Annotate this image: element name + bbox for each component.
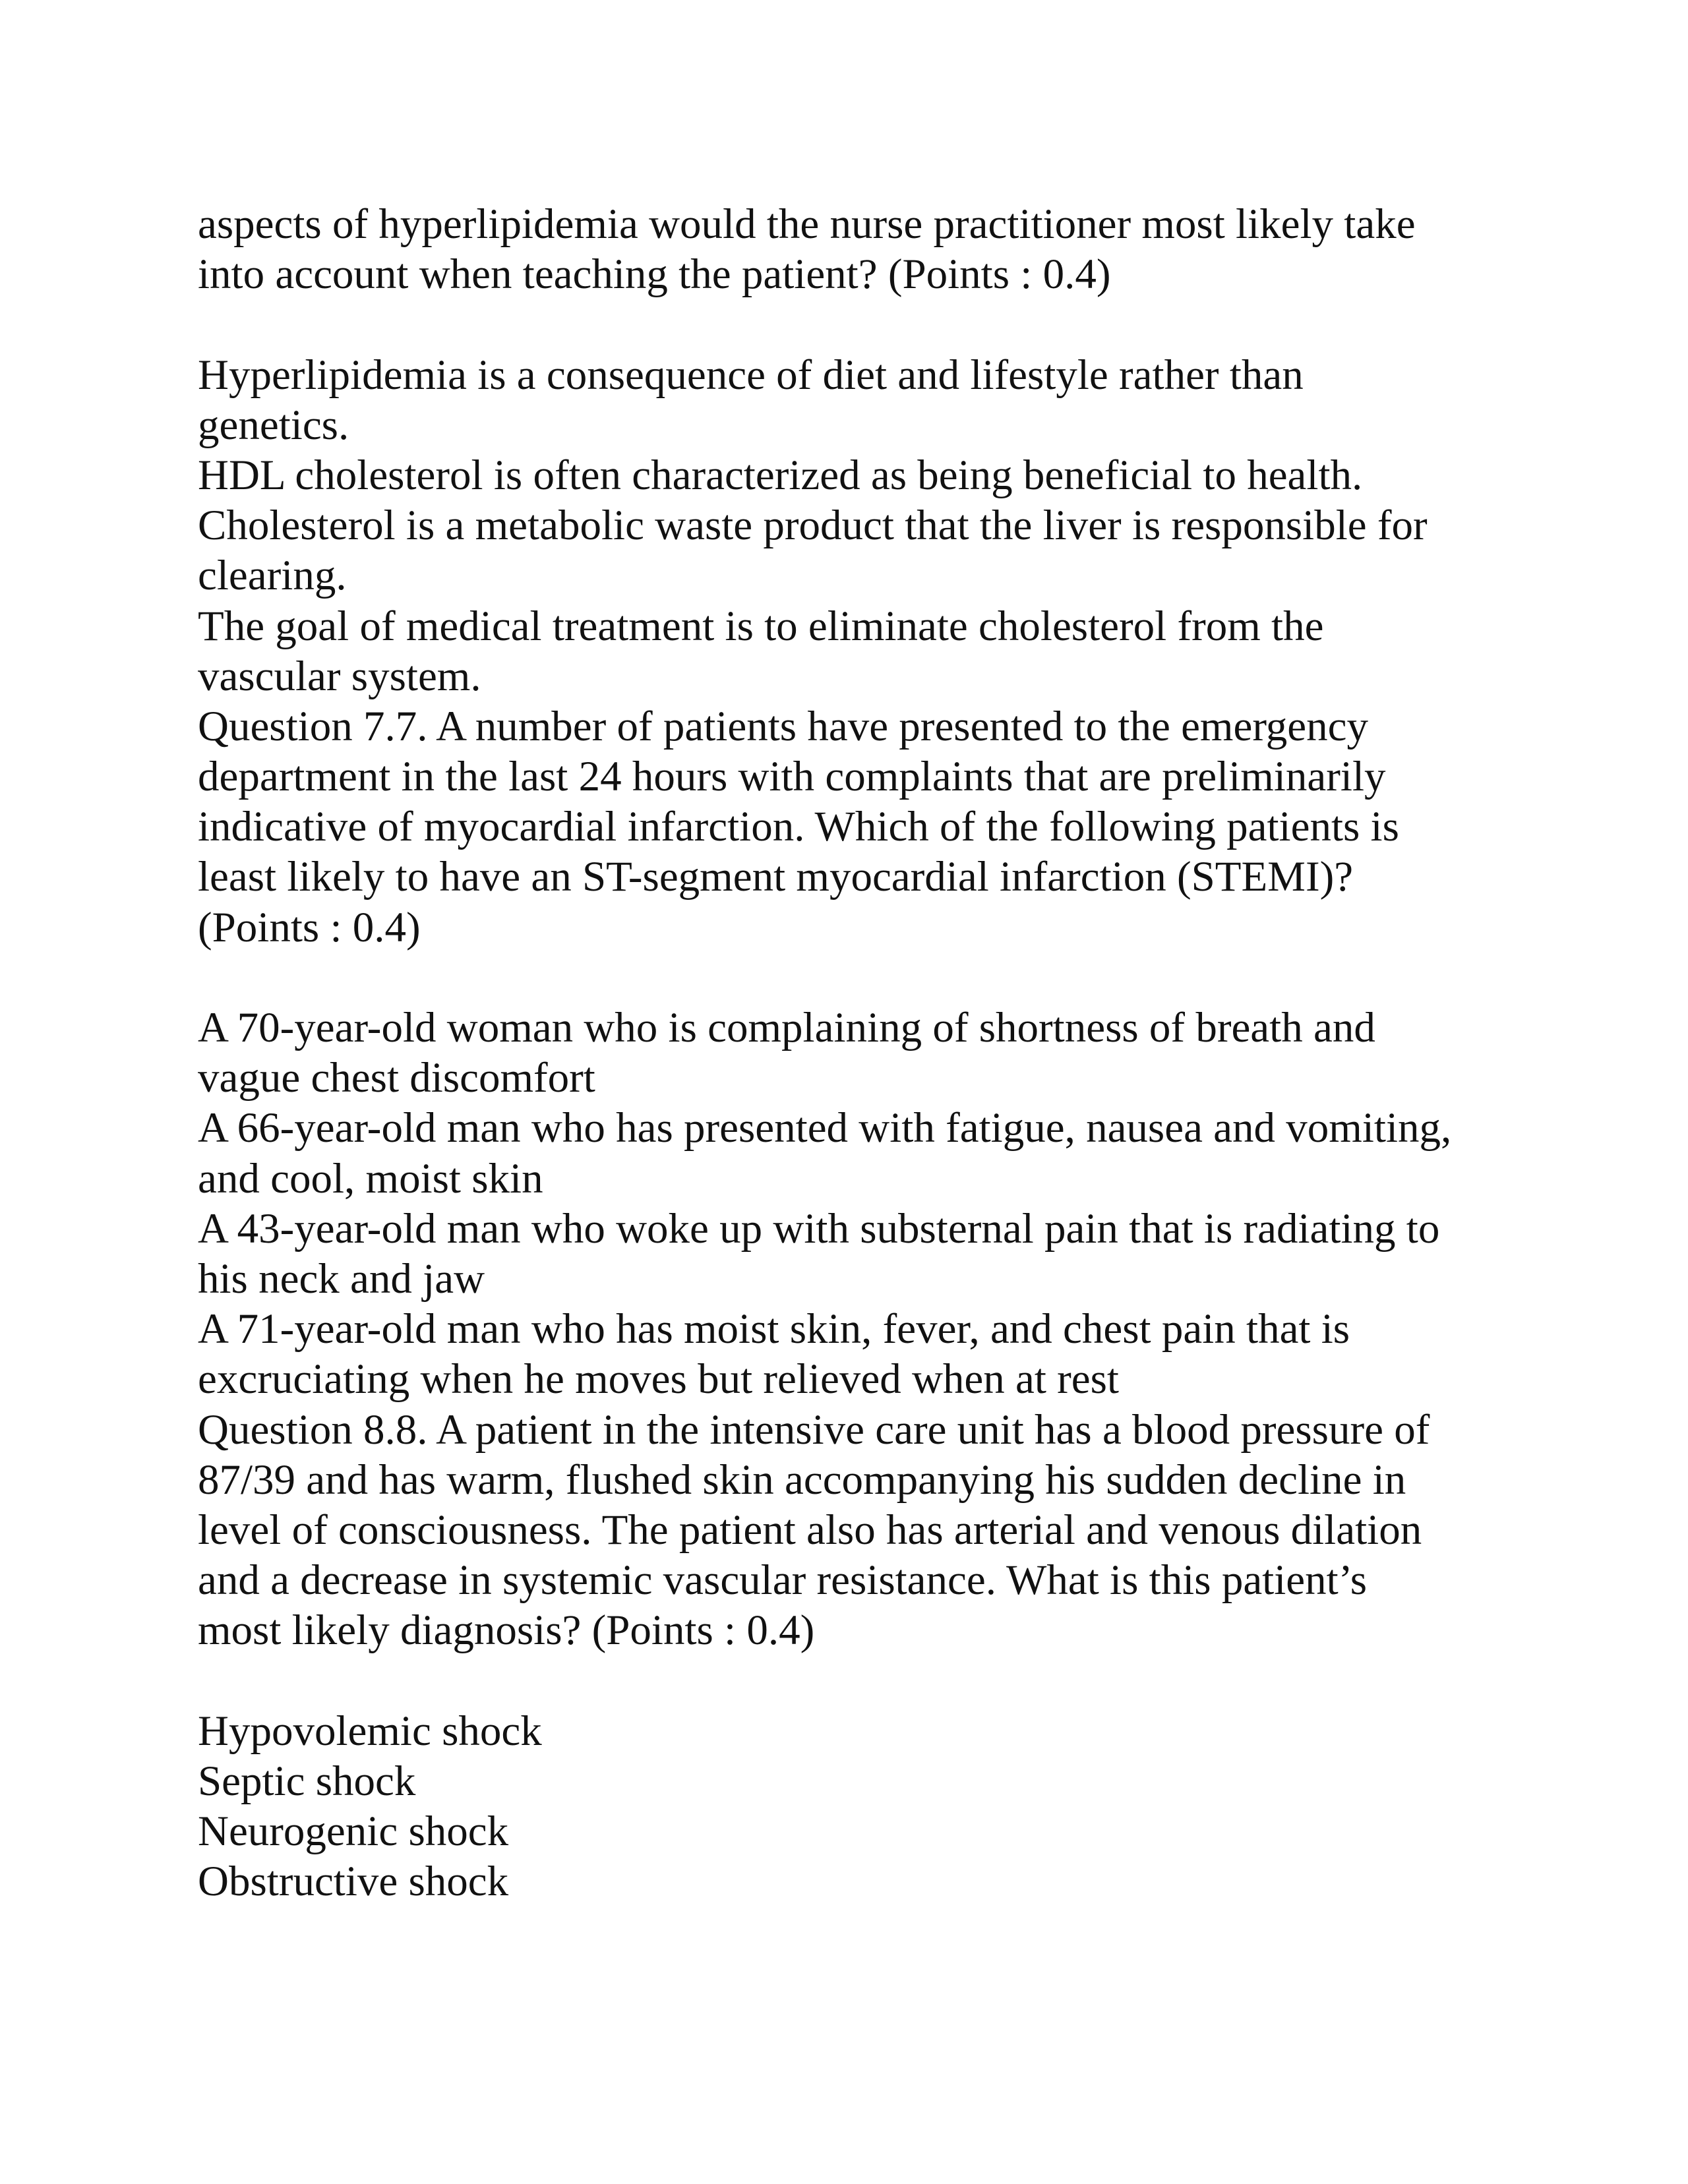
text-line: aspects of hyperlipidemia would the nurse practitioner most likely take bbox=[198, 200, 1416, 248]
page-content bbox=[198, 199, 1530, 1906]
option-text: Hyperlipidemia is a consequence of diet and lifestyle rather than bbox=[198, 351, 1304, 399]
question-8-options bbox=[198, 1706, 1530, 1907]
answer-option bbox=[198, 1304, 1530, 1404]
option-text: clearing. bbox=[198, 552, 347, 600]
answer-option bbox=[198, 1756, 1530, 1806]
answer-option bbox=[198, 350, 1530, 450]
option-text: HDL cholesterol is often characterized as being beneficial to health. bbox=[198, 451, 1363, 499]
question-7-stem bbox=[198, 701, 1530, 953]
option-text: Cholesterol is a metabolic waste product that the liver is responsible for bbox=[198, 502, 1428, 550]
answer-option bbox=[198, 1706, 1530, 1756]
option-text: genetics. bbox=[198, 401, 349, 449]
option-text: vascular system. bbox=[198, 652, 481, 700]
option-text: A 71-year-old man who has moist skin, fever, and chest pain that is bbox=[198, 1305, 1350, 1353]
option-text: A 66-year-old man who has presented with fatigue, nausea and vomiting, bbox=[198, 1104, 1452, 1152]
text-line: (Points : 0.4) bbox=[198, 903, 421, 951]
text-line: 87/39 and has warm, flushed skin accompanying his sudden decline in bbox=[198, 1456, 1406, 1504]
text-line: and a decrease in systemic vascular resistance. What is this patient’s bbox=[198, 1556, 1368, 1605]
question-7-options bbox=[198, 1003, 1530, 1405]
option-text: his neck and jaw bbox=[198, 1254, 485, 1303]
answer-option bbox=[198, 1103, 1530, 1203]
option-text: Hypovolemic shock bbox=[198, 1707, 542, 1755]
question-8-stem bbox=[198, 1405, 1530, 1656]
answer-option bbox=[198, 1204, 1530, 1304]
question-6-options bbox=[198, 350, 1530, 701]
answer-option bbox=[198, 601, 1530, 701]
text-line: into account when teaching the patient? (Points : 0.4) bbox=[198, 251, 1111, 299]
paragraph-gap bbox=[198, 1655, 1530, 1705]
text-line: level of consciousness. The patient also has arterial and venous dilation bbox=[198, 1506, 1422, 1554]
answer-option bbox=[198, 1806, 1530, 1856]
answer-option bbox=[198, 450, 1530, 500]
text-line: Question 8.8. A patient in the intensive care unit has a blood pressure of bbox=[198, 1405, 1430, 1454]
question-6-stem bbox=[198, 199, 1530, 299]
paragraph-gap bbox=[198, 299, 1530, 349]
answer-option bbox=[198, 1856, 1530, 1906]
option-text: Neurogenic shock bbox=[198, 1808, 509, 1855]
text-line: department in the last 24 hours with complaints that are preliminarily bbox=[198, 753, 1386, 801]
option-text: Obstructive shock bbox=[198, 1858, 509, 1906]
option-text: Septic shock bbox=[198, 1757, 416, 1805]
answer-option bbox=[198, 1003, 1530, 1103]
option-text: and cool, moist skin bbox=[198, 1154, 543, 1202]
text-line: most likely diagnosis? (Points : 0.4) bbox=[198, 1607, 815, 1655]
option-text: The goal of medical treatment is to eliminate cholesterol from the bbox=[198, 602, 1324, 650]
paragraph-gap bbox=[198, 953, 1530, 1003]
text-line: least likely to have an ST-segment myocardial infarction (STEMI)? bbox=[198, 853, 1354, 901]
text-line: indicative of myocardial infarction. Which of the following patients is bbox=[198, 803, 1399, 851]
option-text: A 43-year-old man who woke up with substernal pain that is radiating to bbox=[198, 1204, 1440, 1253]
option-text: vague chest discomfort bbox=[198, 1054, 595, 1102]
answer-option bbox=[198, 500, 1530, 601]
option-text: A 70-year-old woman who is complaining of shortness of breath and bbox=[198, 1004, 1375, 1051]
text-line: Question 7.7. A number of patients have presented to the emergency bbox=[198, 702, 1368, 750]
option-text: excruciating when he moves but relieved when at rest bbox=[198, 1355, 1119, 1403]
